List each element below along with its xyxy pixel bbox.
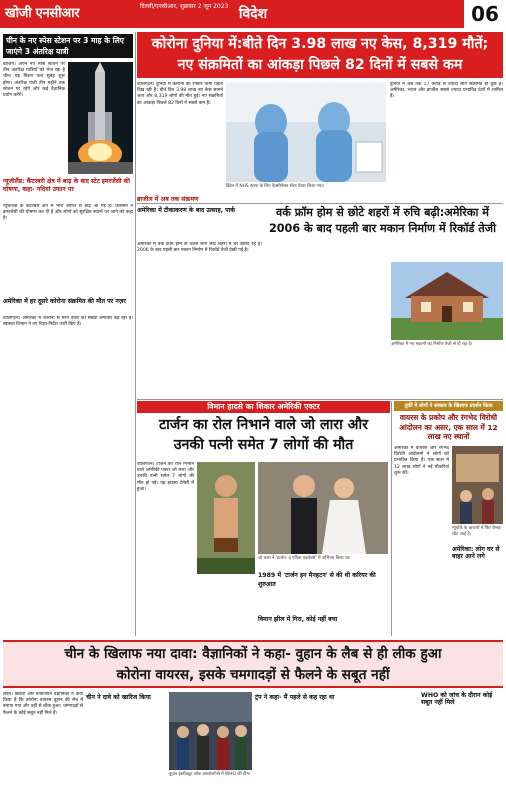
bottom-subhead-1: चीन ने दावे को खारिज किया (86, 694, 151, 701)
left-subhead-2: अमेरिका में हर दूसरे कोरोना संक्रमित की मौत पर नज़र (3, 298, 126, 305)
bottom-subhead-2: ट्रंप ने कहा- मैं पहले से कह रहा था (255, 694, 335, 701)
left-story-body: बीजिंग। अपने नए स्पेस स्टेशन पर तीन अंतरिक्ष यात्रियों को भेज रहा है चीन। यह मिशन कल सुबह शुरू होगा। अंतरिक्ष यात्री तीन महीने तक स्टेशन पर रहेंगे और कई वैज्ञानिक प्रयोग करेंगे। (3, 62, 65, 99)
main-story-body: वॉशिंगटन। दुनिया में कोरोना की रफ्तार धीमी पड़ती दिख रही है। बीते दिन 3.98 लाख नए केस सामने आए और 8,319 लोगों की मौत हुई। नए संक्रमितों का आंकड़ा पिछले 82 दिनों में सबसे कम है। (137, 82, 223, 106)
newspaper-logo: खोजी एनसीआर (5, 6, 80, 21)
main-story-body-2: दुनिया में अब तक 17 करोड़ से ज्यादा लोग संक्रमित हो चुके हैं। अमेरिका, भारत और ब्राजील सबसे ज्यादा प्रभावित देशों में शामिल हैं। (390, 82, 503, 100)
bottom-headline: चीन के खिलाफ नया दावा: वैज्ञानिकों ने कहा- वुहान के लैब से ही लीक हुआ कोरोना वायरस, इसके चमगादड़ों से फैलने के सबूत नहीं (3, 640, 503, 688)
ppe-workers-photo (226, 82, 386, 182)
street-market-photo (452, 446, 503, 524)
left-story-body-2: न्यूजीलैंड के कैंटरबरी क्षेत्र में भारी बारिश से बाढ़ आ गई है। प्रशासन ने इमरजेंसी की घोषणा कर दी है और लोगों को सुरक्षित स्थानों पर जाने को कहा है। (3, 204, 133, 222)
left-subhead: न्यूजीलैंड: कैंटरबरी क्षेत्र में बाढ़ के बाद स्टेट इमरजेंसी की घोषणा, कहा- नदियां उफान पर (3, 178, 131, 193)
tarzan-story-body: वॉशिंगटन। टार्जन का रोल निभाने वाले अमेरिकी एक्टर जो लारा और उनकी पत्नी समेत 7 लोगों की मौत हो गई। यह हादसा टेनेसी में हुआ। (137, 462, 194, 492)
right-photo-caption: न्यूयॉर्क के बाजारों में फिर रौनक लौट आई है। (452, 526, 501, 537)
tarzan-photo (197, 462, 255, 574)
us-story-body: अमेरिका में वर्क फ्रॉम होम के चलते लोग छोटे शहरों में घर खरीद रहे हैं। 2006 के बाद पहली बार मकान निर्माण में रिकॉर्ड तेजी देखी गई है। (137, 242, 262, 254)
edition-date: दिल्ली/एनसीआर, शुक्रवार 2 जून 2023 (140, 3, 229, 10)
left-story-headline: चीन के नए स्पेस स्टेशन पर 3 माह के लिए जाएंगे 3 अंतरिक्ष यात्री (3, 34, 133, 58)
section-title: विदेश (238, 6, 268, 22)
us-photo-caption: अमेरिका में नए मकानों का निर्माण तेजी से हो रहा है। (391, 342, 473, 347)
suburban-house-photo (391, 262, 503, 340)
bottom-photo-caption: वुहान इंस्टीट्यूट ऑफ वायरोलॉजी में WHO की टीम। (169, 772, 251, 777)
right-kicker: तुर्की में लोगों ने सरकार के खिलाफ प्रदर्शन किया (394, 401, 503, 411)
tarzan-kicker: विमान हादसे का शिकार अमेरिकी एक्टर (137, 401, 390, 413)
bottom-subhead-3: WHO को जांच के दौरान कोई सबूत नहीं मिले (421, 692, 493, 706)
tarzan-subhead-2: विमान झील में गिरा, कोई नहीं बचा (258, 616, 338, 623)
main-subhead: ब्राजील में अब तक संक्रमण (137, 196, 199, 203)
tarzan-photo-caption: जो लारा ने 'टार्जन: द एपिक एडवेंचर्स' में अभिनय किया था। (258, 556, 351, 561)
page-number: 06 (464, 0, 506, 28)
rocket-photo (68, 62, 133, 174)
right-story-body: अमेरिका में वायरस और रंगभेद विरोधी आंदोलनों ने लोगों को प्रभावित किया है। एक साल में 12 लाख लोगों ने नई नौकरियां शुरू कीं। (394, 446, 449, 476)
masthead (0, 0, 506, 28)
us-side-headline: अमेरिका में टीकाकरण के बाद उत्साह, पार्क (137, 207, 235, 214)
couple-photo (258, 462, 388, 554)
tarzan-subhead-1: 1989 में 'टार्जन इन मैनहटन' से की थी करियर की शुरुआत (258, 572, 376, 588)
left-story-body-3: वॉशिंगटन। अमेरिका में कोरोना से मरने वालों की संख्या लगातार बढ़ रही है। स्वास्थ्य विभाग ने नए दिशा-निर्देश जारी किए हैं। (3, 316, 133, 328)
main-photo-caption: ब्रिटेन में NHS स्टाफ के लिए वैक्सीनेशन सेंटर तैयार किया गया। (226, 184, 325, 189)
us-housing-headline: वर्क फ्रॉम होम से छोटे शहरों में रुचि बढ़ी:अमेरिका में 2006 के बाद पहली बार मकान निर्माण में रिकॉर्ड तेजी (268, 206, 497, 235)
tarzan-headline: टार्जन का रोल निभाने वाले जो लारा और उनकी पत्नी समेत 7 लोगों की मौत (158, 417, 368, 453)
right-subhead: अमेरिका: लोग घर से बाहर आने लगे (452, 546, 500, 560)
bottom-story-body: लंदन। ब्रिटिश और नॉर्वेजियन वैज्ञानिकों ने दावा किया है कि कोरोना वायरस वुहान की लैब में बनाया गया और वहीं से लीक हुआ। चमगादड़ों से फैलने के कोई सबूत नहीं मिले हैं। (3, 692, 83, 716)
right-headline: वायरस के प्रकोप और रंगभेद विरोधी आंदोलन का असर, एक साल में 12 लाख नए स्थानों (399, 413, 498, 441)
main-headline: कोरोना दुनिया में:बीते दिन 3.98 लाख नए केस, 8,319 मौतें; नए संक्रमितों का आंकड़ा पिछले 82 दिनों में सबसे कम (137, 32, 503, 78)
wuhan-lab-photo (169, 692, 252, 770)
